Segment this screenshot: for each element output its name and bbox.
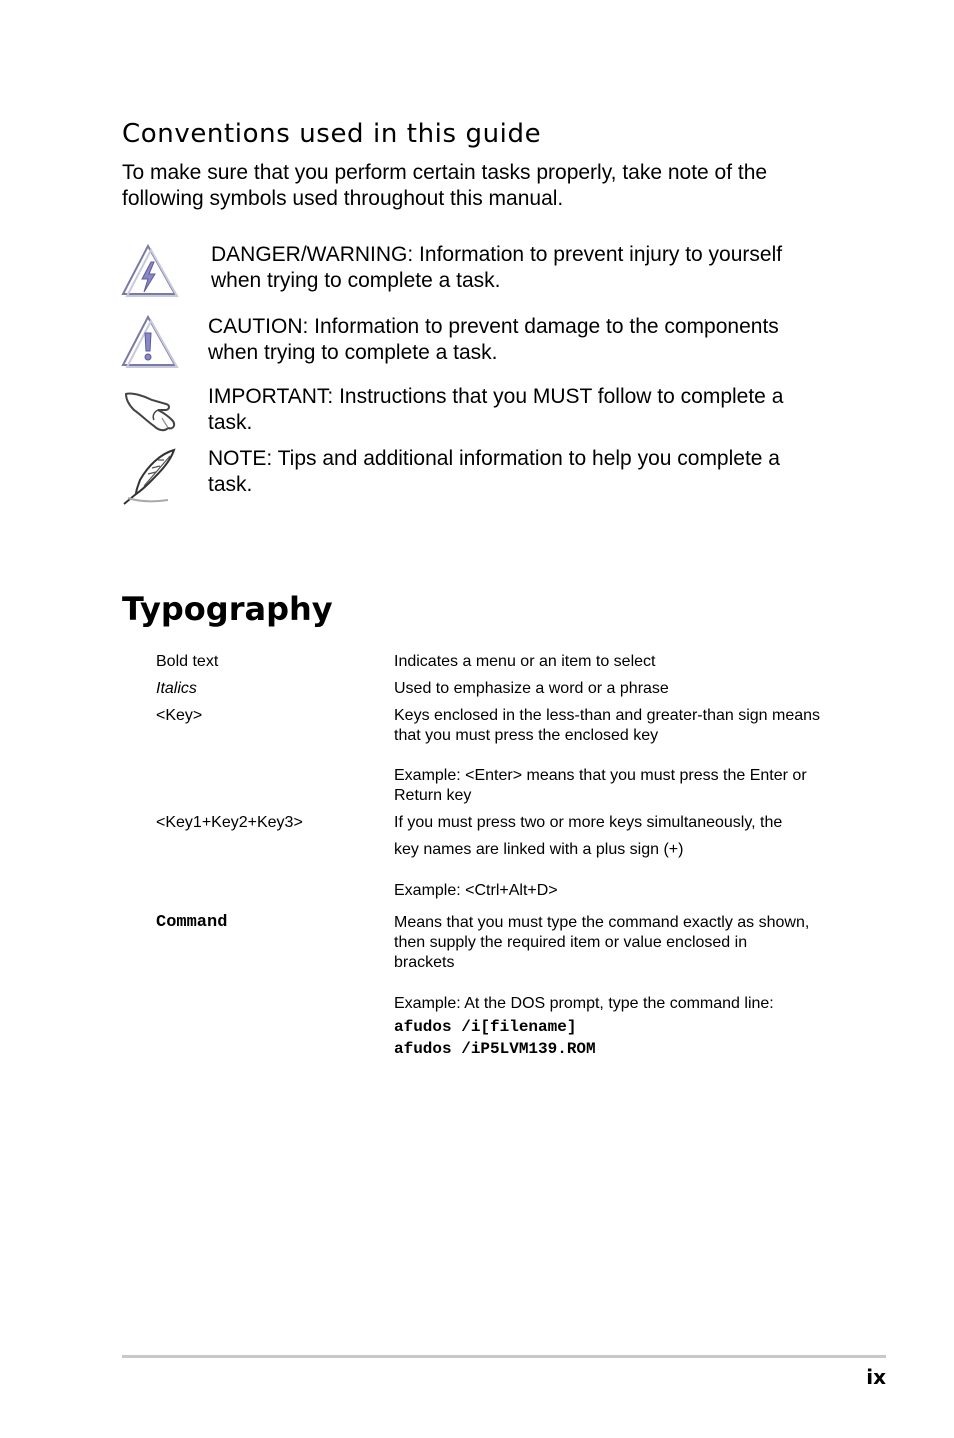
term-key-combo: <Key1+Key2+Key3>: [156, 814, 303, 831]
desc-line: then supply the required item or value enclosed in: [394, 934, 748, 951]
term-command: Command: [156, 913, 228, 932]
example-key-combo: Example: <Ctrl+Alt+D>: [394, 882, 558, 899]
example-command: [394, 994, 844, 1060]
example-line: Example: At the DOS prompt, type the command line:: [394, 995, 774, 1012]
note-quill-icon: [120, 446, 180, 506]
example-line: Return key: [394, 787, 472, 804]
section-title-conventions: Conventions used in this guide: [122, 119, 542, 149]
desc-line: brackets: [394, 954, 455, 971]
symbol-danger-warning-text: [211, 242, 811, 294]
desc-bold-text: Indicates a menu or an item to select: [394, 653, 656, 670]
symbol-text-line: when trying to complete a task.: [208, 341, 498, 364]
desc-line: If you must press two or more keys simultaneously, the: [394, 814, 783, 831]
symbol-text-line: NOTE: Tips and additional information to help you complete a: [208, 447, 780, 470]
symbol-note-text: [208, 446, 808, 498]
command-line-1: afudos /i[filename]: [394, 1018, 577, 1036]
symbol-text-line: when trying to complete a task.: [211, 269, 501, 292]
symbol-text-line: task.: [208, 411, 253, 434]
desc-line: Means that you must type the command exactly as shown,: [394, 914, 810, 931]
term-bold-text: Bold text: [156, 653, 219, 670]
term-key: <Key>: [156, 707, 203, 724]
desc-line: Keys enclosed in the less-than and greater-than sign means: [394, 707, 821, 724]
symbol-important-text: [208, 384, 808, 436]
symbol-caution-text: [208, 314, 808, 366]
symbol-text-line: IMPORTANT: Instructions that you MUST follow to complete a: [208, 385, 784, 408]
desc-line: key names are linked with a plus sign (+): [394, 841, 684, 858]
footer-rule: [122, 1355, 886, 1358]
important-hand-icon: [122, 384, 182, 444]
desc-key: [394, 706, 844, 746]
desc-italics: Used to emphasize a word or a phrase: [394, 680, 669, 697]
symbol-text-line: CAUTION: Information to prevent damage to the components: [208, 315, 779, 338]
desc-line: that you must press the enclosed key: [394, 727, 659, 744]
section-title-typography: Typography: [122, 590, 333, 628]
example-line: Example: <Enter> means that you must press the Enter or: [394, 767, 807, 784]
example-key: [394, 766, 844, 806]
conventions-intro: To make sure that you perform certain tasks properly, take note of the following symbols used throughout this manual.: [122, 161, 768, 210]
page-number: ix: [866, 1365, 886, 1389]
danger-warning-icon: [120, 242, 180, 302]
command-line-2: afudos /iP5LVM139.ROM: [394, 1040, 596, 1058]
caution-icon: [120, 313, 180, 373]
symbol-text-line: task.: [208, 473, 253, 496]
symbol-text-line: DANGER/WARNING: Information to prevent injury to yourself: [211, 243, 783, 266]
term-italics: Italics: [156, 680, 197, 697]
desc-command: [394, 913, 844, 973]
desc-key-combo: [394, 813, 844, 860]
